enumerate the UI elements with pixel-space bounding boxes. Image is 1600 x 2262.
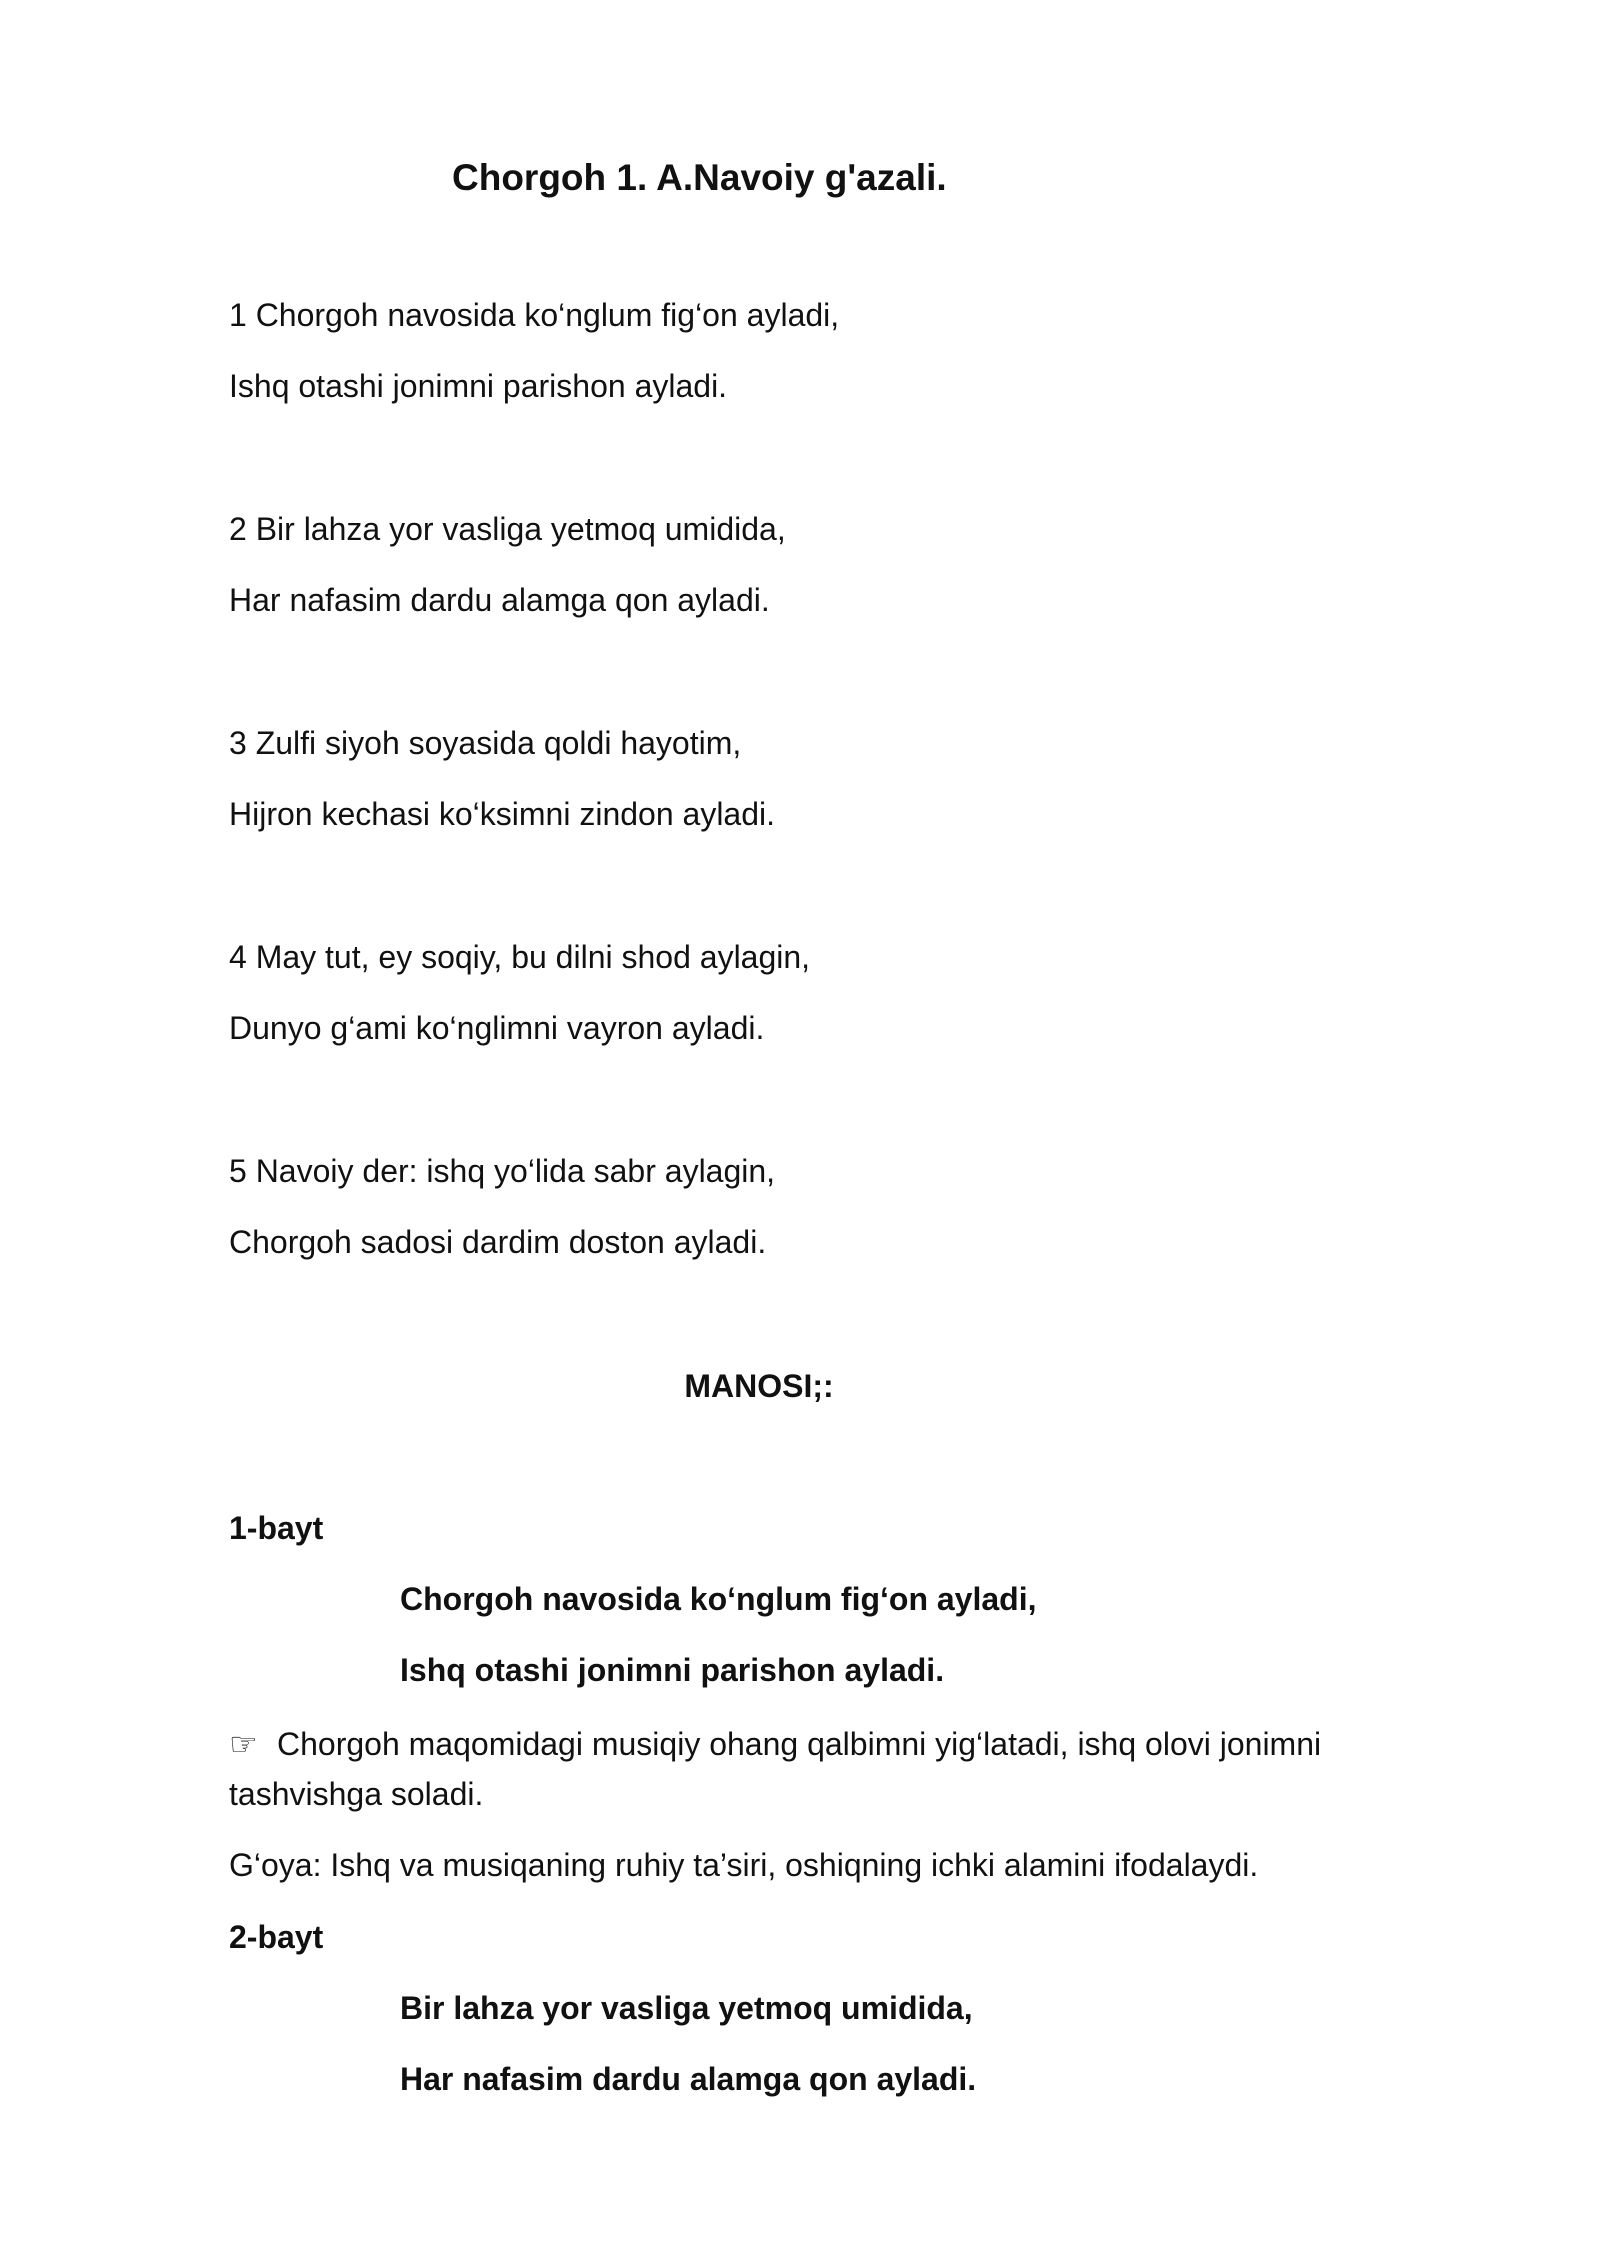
- poem-line: Chorgoh sadosi dardim doston ayladi.: [229, 1224, 767, 1260]
- explanation-text: Chorgoh maqomidagi musiqiy ohang qalbimni yig‘latadi, ishq olovi jonimni tashvishga soladi.: [229, 1726, 1322, 1812]
- bayt-line: Ishq otashi jonimni parishon ayladi.: [400, 1652, 945, 1688]
- bayt-label: 2-bayt: [229, 1919, 324, 1955]
- bayt-idea: G‘oya: Ishq va musiqaning ruhiy ta’siri, oshiqning ichki alamini ifodalaydi.: [229, 1847, 1259, 1883]
- bayt-line: Har nafasim dardu alamga qon ayladi.: [400, 2061, 977, 2097]
- poem-line: Har nafasim dardu alamga qon ayladi.: [229, 582, 770, 618]
- poem-line: Dunyo g‘ami ko‘nglimni vayron ayladi.: [229, 1010, 765, 1046]
- bayt-label: 1-bayt: [229, 1510, 324, 1546]
- pointing-hand-icon: ☞: [229, 1726, 258, 1762]
- bayt-line: Chorgoh navosida ko‘nglum fig‘on ayladi,: [400, 1581, 1037, 1617]
- bayt-explanation: [229, 1719, 1439, 1819]
- poem-line: 3 Zulfi siyoh soyasida qoldi hayotim,: [229, 725, 742, 761]
- poem-line: Hijron kechasi ko‘ksimni zindon ayladi.: [229, 796, 776, 832]
- poem-line: 5 Navoiy der: ishq yo‘lida sabr aylagin,: [229, 1153, 776, 1189]
- bayt-line: Bir lahza yor vasliga yetmoq umidida,: [400, 1990, 973, 2026]
- document-title: Chorgoh 1. A.Navoiy g'azali.: [452, 157, 947, 198]
- poem-line: 4 May tut, ey soqiy, bu dilni shod aylagin,: [229, 939, 811, 975]
- poem-line: Ishq otashi jonimni parishon ayladi.: [229, 368, 728, 404]
- meaning-heading: MANOSI;:: [684, 1368, 834, 1404]
- poem-line: 2 Bir lahza yor vasliga yetmoq umidida,: [229, 511, 786, 547]
- poem-line: 1 Chorgoh navosida ko‘nglum fig‘on ayladi,: [229, 297, 840, 333]
